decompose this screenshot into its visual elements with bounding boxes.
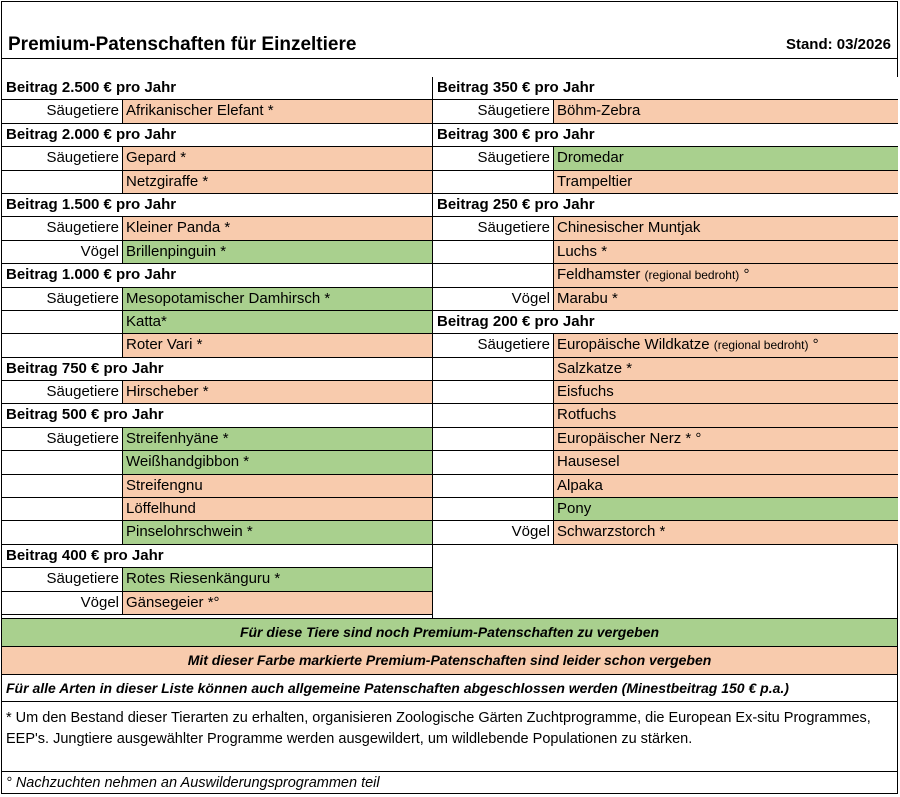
animal-name: Feldhamster bbox=[557, 266, 641, 284]
animal-name-cell bbox=[554, 264, 898, 286]
animal-name-cell bbox=[123, 521, 432, 543]
animal-name-cell bbox=[554, 171, 898, 193]
price-tier-heading: Beitrag 250 € pro Jahr bbox=[433, 194, 898, 217]
animal-row bbox=[433, 381, 898, 404]
animal-row bbox=[2, 217, 432, 240]
animal-name: Netzgiraffe * bbox=[126, 172, 209, 190]
animal-name: Kleiner Panda * bbox=[126, 219, 231, 237]
animal-category bbox=[2, 475, 123, 497]
animal-category bbox=[433, 404, 554, 426]
animal-note: (regional bedroht) bbox=[644, 268, 740, 283]
sponsorship-sheet bbox=[1, 1, 898, 794]
price-tier-heading: Beitrag 300 € pro Jahr bbox=[433, 124, 898, 147]
animal-row bbox=[2, 311, 432, 334]
animal-name: Dromedar bbox=[557, 149, 624, 167]
animal-name-cell bbox=[554, 334, 898, 356]
price-tier-heading: Beitrag 1.000 € pro Jahr bbox=[2, 264, 432, 287]
animal-row bbox=[433, 358, 898, 381]
animal-row bbox=[2, 241, 432, 264]
animal-name-cell bbox=[554, 451, 898, 473]
animal-row bbox=[2, 288, 432, 311]
animal-name: Europäische Wildkatze bbox=[557, 336, 710, 354]
animal-name-cell bbox=[123, 592, 432, 614]
animal-row bbox=[2, 498, 432, 521]
animal-row bbox=[433, 171, 898, 194]
legend-available: Für diese Tiere sind noch Premium-Patenschaften zu vergeben bbox=[2, 618, 897, 646]
animal-name: Böhm-Zebra bbox=[557, 102, 641, 120]
left-column bbox=[2, 77, 432, 615]
animal-name-cell bbox=[554, 498, 898, 520]
animal-row bbox=[2, 521, 432, 544]
price-tier-heading: Beitrag 200 € pro Jahr bbox=[433, 311, 898, 334]
animal-name: Löffelhund bbox=[126, 500, 196, 518]
animal-category: Säugetiere bbox=[433, 100, 554, 122]
animal-note-suffix: ° bbox=[739, 266, 750, 284]
animal-row bbox=[2, 171, 432, 194]
animal-row bbox=[2, 100, 432, 123]
legend-taken: Mit dieser Farbe markierte Premium-Patenschaften sind leider schon vergeben bbox=[2, 646, 897, 674]
animal-category bbox=[433, 358, 554, 380]
animal-row bbox=[2, 334, 432, 357]
animal-row bbox=[2, 475, 432, 498]
animal-category: Säugetiere bbox=[2, 288, 123, 310]
animal-name-cell bbox=[123, 288, 432, 310]
animal-row bbox=[433, 241, 898, 264]
animal-name: Marabu * bbox=[557, 289, 618, 307]
animal-category bbox=[2, 311, 123, 333]
animal-name: Gepard * bbox=[126, 149, 187, 167]
animal-name: Katta* bbox=[126, 312, 167, 330]
price-tier-heading: Beitrag 2.500 € pro Jahr bbox=[2, 77, 432, 100]
animal-name: Mesopotamischer Damhirsch * bbox=[126, 289, 331, 307]
animal-category bbox=[2, 171, 123, 193]
animal-name-cell bbox=[123, 428, 432, 450]
price-tier-heading: Beitrag 1.500 € pro Jahr bbox=[2, 194, 432, 217]
price-tier-heading: Beitrag 750 € pro Jahr bbox=[2, 358, 432, 381]
animal-category: Säugetiere bbox=[433, 147, 554, 169]
animal-row bbox=[433, 475, 898, 498]
price-tier-heading: Beitrag 500 € pro Jahr bbox=[2, 404, 432, 427]
animal-category bbox=[433, 381, 554, 403]
animal-category bbox=[2, 498, 123, 520]
animal-row bbox=[433, 147, 898, 170]
eep-footnote: * Um den Bestand dieser Tierarten zu erhalten, organisieren Zoologische Gärten Zuchtprogramme, die European Ex-situ Programmes, EEP's. Jungtiere ausgewählter Programme werden ausgewildert, um wildlebende Populationen zu stärken. bbox=[6, 710, 871, 747]
animal-row bbox=[433, 404, 898, 427]
animal-name: Trampeltier bbox=[557, 172, 633, 190]
price-tier-heading: Beitrag 400 € pro Jahr bbox=[2, 545, 432, 568]
animal-name: Weißhandgibbon * bbox=[126, 453, 250, 471]
animal-category: Säugetiere bbox=[433, 217, 554, 239]
animal-name: Streifengnu bbox=[126, 476, 203, 494]
animal-row bbox=[2, 592, 432, 615]
price-tier-heading: Beitrag 2.000 € pro Jahr bbox=[2, 124, 432, 147]
animal-category: Vögel bbox=[433, 288, 554, 310]
animal-name-cell bbox=[123, 568, 432, 590]
right-column bbox=[433, 77, 898, 545]
animal-row bbox=[2, 147, 432, 170]
animal-category bbox=[433, 475, 554, 497]
animal-category: Säugetiere bbox=[2, 381, 123, 403]
animal-name-cell bbox=[554, 381, 898, 403]
animal-name-cell bbox=[123, 311, 432, 333]
animal-category bbox=[2, 334, 123, 356]
animal-name: Afrikanischer Elefant * bbox=[126, 102, 274, 120]
animal-category: Säugetiere bbox=[2, 428, 123, 450]
animal-name-cell bbox=[123, 498, 432, 520]
animal-note-suffix: ° bbox=[808, 336, 819, 354]
animal-name: Roter Vari * bbox=[126, 336, 203, 354]
animal-category: Vögel bbox=[433, 521, 554, 543]
animal-name-cell bbox=[554, 217, 898, 239]
animal-row bbox=[433, 498, 898, 521]
price-tier-heading: Beitrag 350 € pro Jahr bbox=[433, 77, 898, 100]
sheet-header bbox=[2, 2, 897, 59]
animal-name-cell bbox=[554, 428, 898, 450]
animal-name-cell bbox=[554, 475, 898, 497]
animal-category: Vögel bbox=[2, 592, 123, 614]
animal-category bbox=[433, 451, 554, 473]
animal-category bbox=[433, 428, 554, 450]
animal-name-cell bbox=[554, 404, 898, 426]
animal-category: Vögel bbox=[2, 241, 123, 263]
animal-category: Säugetiere bbox=[2, 100, 123, 122]
animal-name-cell bbox=[123, 381, 432, 403]
general-sponsorship-note: Für alle Arten in dieser Liste können auch allgemeine Patenschaften abgeschlossen werden (Minestbeitrag 150 € p.a.) bbox=[2, 674, 897, 702]
animal-row bbox=[2, 381, 432, 404]
animal-name: Luchs * bbox=[557, 242, 608, 260]
animal-category: Säugetiere bbox=[433, 334, 554, 356]
animal-name: Eisfuchs bbox=[557, 383, 614, 401]
animal-name: Gänsegeier *° bbox=[126, 593, 220, 611]
animal-name-cell bbox=[123, 451, 432, 473]
animal-name: Streifenhyäne * bbox=[126, 429, 229, 447]
animal-name-cell bbox=[123, 171, 432, 193]
animal-row bbox=[433, 521, 898, 544]
animal-row bbox=[2, 451, 432, 474]
date-stamp: Stand: 03/2026 bbox=[785, 36, 891, 53]
animal-row bbox=[2, 568, 432, 591]
animal-name: Chinesischer Muntjak bbox=[557, 219, 701, 237]
animal-name: Hausesel bbox=[557, 453, 620, 471]
animal-category bbox=[433, 264, 554, 286]
animal-name: Rotfuchs bbox=[557, 406, 617, 424]
animal-row bbox=[433, 451, 898, 474]
reintroduction-footnote: ° Nachzuchten nehmen an Auswilderungsprogrammen teil bbox=[2, 771, 897, 795]
animal-name-cell bbox=[554, 521, 898, 543]
animal-category bbox=[433, 241, 554, 263]
animal-row bbox=[433, 217, 898, 240]
animal-name-cell bbox=[554, 288, 898, 310]
animal-note: (regional bedroht) bbox=[713, 338, 809, 353]
animal-category: Säugetiere bbox=[2, 147, 123, 169]
animal-name: Rotes Riesenkänguru * bbox=[126, 570, 281, 588]
animal-name-cell bbox=[554, 241, 898, 263]
animal-category bbox=[2, 521, 123, 543]
animal-name-cell bbox=[554, 147, 898, 169]
animal-name: Brillenpinguin * bbox=[126, 242, 227, 260]
animal-name-cell bbox=[123, 217, 432, 239]
animal-name-cell bbox=[123, 334, 432, 356]
animal-name: Salzkatze * bbox=[557, 359, 633, 377]
animal-row bbox=[433, 264, 898, 287]
animal-name: Hirscheber * bbox=[126, 383, 209, 401]
animal-name: Schwarzstorch * bbox=[557, 523, 666, 541]
animal-name-cell bbox=[123, 147, 432, 169]
animal-category bbox=[433, 498, 554, 520]
animal-category bbox=[2, 451, 123, 473]
animal-row bbox=[433, 288, 898, 311]
animal-name: Pony bbox=[557, 500, 592, 518]
animal-name: Pinselohrschwein * bbox=[126, 523, 253, 541]
animal-row bbox=[433, 100, 898, 123]
animal-row bbox=[433, 428, 898, 451]
animal-name-cell bbox=[123, 241, 432, 263]
animal-category bbox=[433, 171, 554, 193]
animal-name: Europäischer Nerz * ° bbox=[557, 429, 702, 447]
animal-category: Säugetiere bbox=[2, 568, 123, 590]
animal-category: Säugetiere bbox=[2, 217, 123, 239]
animal-name-cell bbox=[554, 358, 898, 380]
animal-name-cell bbox=[123, 100, 432, 122]
animal-row bbox=[433, 334, 898, 357]
animal-name-cell bbox=[123, 475, 432, 497]
animal-row bbox=[2, 428, 432, 451]
animal-name: Alpaka bbox=[557, 476, 603, 494]
animal-name-cell bbox=[554, 100, 898, 122]
page-title: Premium-Patenschaften für Einzeltiere bbox=[8, 34, 357, 55]
